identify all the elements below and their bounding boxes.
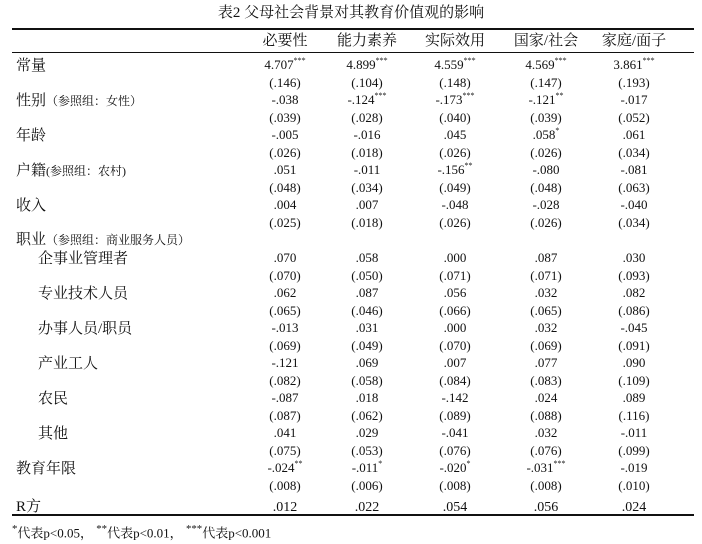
reference-group-note: (参照组：农村) [46,164,127,178]
row-label-main: 常量 [16,58,47,74]
row-label [38,389,68,407]
column-header: 家庭/面子 [601,33,667,49]
coefficient-value: .018 [355,390,379,405]
standard-error-cell: (.063) [618,180,650,195]
coefficient-cell [242,161,328,178]
coefficient-cell [324,196,410,213]
coefficient-value: 4.559 [434,57,464,72]
standard-error-cell: (.026) [530,215,562,230]
standard-error-cell: (.146) [269,75,301,90]
standard-error-row [12,477,694,494]
row-label [16,196,46,214]
coefficient-cell [503,196,589,213]
row-label [16,161,126,179]
coefficient-value: .082 [622,285,646,300]
coefficient-cell [412,424,498,441]
table-row [12,249,694,267]
standard-error-cell: (.008) [269,478,301,493]
standard-error-cell: (.034) [618,215,650,230]
row-label [38,249,128,267]
standard-error-cell: (.026) [269,145,301,160]
row-label-main: 教育年限 [16,461,77,477]
coefficient-cell [242,459,328,476]
significance-stars: *** [462,91,475,100]
standard-error-cell: (.104) [351,75,383,90]
row-label [38,354,98,372]
coefficient-value: -.087 [271,390,299,405]
footnote-stars: *** [185,523,203,535]
coefficient-value: -.121 [528,92,556,107]
coefficient-cell [324,249,410,266]
coefficient-cell [324,56,410,73]
coefficient-cell [503,424,589,441]
coefficient-cell [242,494,328,521]
table-row [12,284,694,302]
coefficient-cell [412,284,498,301]
coefficient-value: -.048 [441,197,469,212]
coefficient-cell [412,196,498,213]
coefficient-cell [324,161,410,178]
standard-error-cell: (.039) [269,110,301,125]
standard-error-cell: (.053) [351,443,383,458]
coefficient-value: -.040 [620,197,648,212]
table-row [12,126,694,144]
significance-stars: *** [642,56,655,65]
coefficient-value: .077 [534,355,558,370]
coefficient-cell [242,354,328,371]
standard-error-row [12,144,694,161]
standard-error-cell: (.066) [439,303,471,318]
coefficient-value: -.124 [347,92,375,107]
coefficient-cell [412,389,498,406]
coefficient-value: .024 [621,500,647,515]
table-row [12,354,694,372]
coefficient-value: 4.569 [525,57,555,72]
standard-error-cell: (.006) [351,478,383,493]
coefficient-cell [591,459,677,476]
standard-error-cell: (.008) [530,478,562,493]
row-label-main: 专业技术人员 [38,286,129,302]
standard-error-cell: (.070) [269,268,301,283]
standard-error-cell: (.071) [439,268,471,283]
coefficient-cell [324,319,410,336]
coefficient-cell [242,196,328,213]
standard-error-cell: (.083) [530,373,562,388]
coefficient-cell [412,161,498,178]
coefficient-value: -.080 [532,162,560,177]
footnote-stars: * [12,523,18,535]
coefficient-cell [503,319,589,336]
coefficient-cell [412,494,498,521]
coefficient-cell [591,424,677,441]
coefficient-cell [324,424,410,441]
coefficient-value: .022 [354,500,380,515]
significance-stars: *** [463,56,476,65]
coefficient-value: -.031 [526,460,554,475]
coefficient-value: .089 [622,390,646,405]
row-label [16,126,46,144]
table-row [12,459,694,477]
standard-error-cell: (.070) [439,338,471,353]
footnote-text: 代表p<0.05， [17,525,94,541]
standard-error-cell: (.089) [439,408,471,423]
standard-error-cell: (.076) [439,443,471,458]
coefficient-cell [324,389,410,406]
table-row [12,56,694,74]
coefficient-value: -.038 [271,92,299,107]
footnote-text: 代表p<0.001 [202,525,272,541]
standard-error-cell: (.076) [530,443,562,458]
coefficient-value: .070 [273,250,297,265]
coefficient-cell [591,91,677,108]
table-row-group-header [12,231,694,249]
significance-stars: *** [293,56,306,65]
standard-error-cell: (.075) [269,443,301,458]
standard-error-cell: (.049) [439,180,471,195]
standard-error-cell: (.086) [618,303,650,318]
standard-error-cell: (.109) [618,373,650,388]
coefficient-cell [324,494,410,521]
coefficient-value: -.045 [620,320,648,335]
standard-error-cell: (.148) [439,75,471,90]
row-label-main: 办事人员/职员 [38,321,133,337]
coefficient-value: -.013 [271,320,299,335]
standard-error-row [12,179,694,196]
coefficient-cell [503,126,589,143]
standard-error-cell: (.025) [269,215,301,230]
coefficient-value: .087 [355,285,379,300]
table-body [12,56,694,521]
standard-error-cell: (.069) [269,338,301,353]
coefficient-value: .090 [622,355,646,370]
reference-group-note: （参照组：女性） [46,94,143,108]
coefficient-cell [412,56,498,73]
standard-error-cell: (.147) [530,75,562,90]
standard-error-cell: (.058) [351,373,383,388]
coefficient-value: .061 [622,127,646,142]
row-label-main: 职业 [16,232,47,248]
coefficient-cell [503,161,589,178]
standard-error-cell: (.028) [351,110,383,125]
coefficient-cell [503,249,589,266]
standard-error-cell: (.048) [530,180,562,195]
footnote-stars: ** [96,523,108,535]
coefficient-cell [412,459,498,476]
standard-error-cell: (.116) [618,408,650,423]
coefficient-value: .032 [534,320,558,335]
coefficient-value: -.017 [620,92,648,107]
coefficient-value: -.005 [271,127,299,142]
coefficient-cell [412,126,498,143]
table-row [12,196,694,214]
coefficient-value: -.016 [353,127,381,142]
significance-stars: *** [374,91,387,100]
coefficient-value: .031 [355,320,379,335]
coefficient-cell [324,354,410,371]
coefficient-cell [503,91,589,108]
row-label [16,91,142,109]
standard-error-cell: (.010) [618,478,650,493]
coefficient-value: -.121 [271,355,299,370]
coefficient-value: -.028 [532,197,560,212]
coefficient-value: .058 [532,127,556,142]
standard-error-cell: (.062) [351,408,383,423]
coefficient-cell [412,354,498,371]
coefficient-value: .000 [443,250,467,265]
standard-error-cell: (.018) [351,215,383,230]
coefficient-cell [242,284,328,301]
coefficient-value: 3.861 [613,57,643,72]
standard-error-cell: (.039) [530,110,562,125]
coefficient-value: -.173 [435,92,463,107]
significance-stars: *** [375,56,388,65]
standard-error-cell: (.069) [530,338,562,353]
coefficient-cell [324,91,410,108]
coefficient-value: .041 [273,425,297,440]
standard-error-row [12,302,694,319]
coefficient-value: .056 [443,285,467,300]
coefficient-value: .004 [273,197,297,212]
row-label-main: 产业工人 [38,356,99,372]
table-row [12,424,694,442]
reference-group-note: （参照组：商业服务人员） [46,233,191,247]
coefficient-value: .007 [443,355,467,370]
coefficient-value: .032 [534,285,558,300]
coefficient-cell [503,56,589,73]
coefficient-cell [503,354,589,371]
significance-stars: *** [553,459,566,468]
row-label-main: 性别 [16,93,47,109]
coefficient-cell [242,126,328,143]
standard-error-cell: (.052) [618,110,650,125]
row-label [38,319,132,337]
standard-error-row [12,74,694,91]
coefficient-cell [412,319,498,336]
coefficient-cell [242,91,328,108]
coefficient-cell [591,389,677,406]
significance-stars: ** [464,161,473,170]
row-label-main: 收入 [16,198,47,214]
significance-stars: * [466,459,471,468]
coefficient-cell [412,91,498,108]
standard-error-cell: (.040) [439,110,471,125]
coefficient-cell [503,459,589,476]
row-label-main: 户籍 [16,163,47,179]
coefficient-cell [242,389,328,406]
standard-error-cell: (.093) [618,268,650,283]
coefficient-value: .058 [355,250,379,265]
standard-error-cell: (.034) [351,180,383,195]
standard-error-cell: (.082) [269,373,301,388]
coefficient-value: .032 [534,425,558,440]
row-label-main: 年龄 [16,128,47,144]
standard-error-cell: (.026) [530,145,562,160]
significance-footnote [12,519,271,543]
standard-error-cell: (.049) [351,338,383,353]
row-label-main: R方 [16,499,42,515]
standard-error-cell: (.048) [269,180,301,195]
standard-error-cell: (.065) [530,303,562,318]
standard-error-cell: (.026) [439,215,471,230]
column-header: 必要性 [262,33,308,49]
coefficient-value: .000 [443,320,467,335]
row-label [38,424,68,442]
coefficient-value: -.020 [439,460,467,475]
table-row [12,319,694,337]
coefficient-value: .012 [272,500,298,515]
coefficient-cell [591,161,677,178]
coefficient-value: 4.707 [264,57,294,72]
row-label-main: 其他 [38,426,69,442]
coefficient-cell [242,319,328,336]
coefficient-value: -.011 [353,162,381,177]
coefficient-cell [591,56,677,73]
standard-error-row [12,442,694,459]
coefficient-cell [324,284,410,301]
coefficient-cell [503,284,589,301]
standard-error-cell: (.008) [439,478,471,493]
coefficient-cell [412,249,498,266]
standard-error-cell: (.026) [439,145,471,160]
significance-stars: *** [554,56,567,65]
row-label [16,231,190,249]
column-header: 国家/社会 [513,33,579,49]
standard-error-row [12,407,694,424]
coefficient-value: -.011 [351,460,379,475]
coefficient-value: .056 [533,500,559,515]
coefficient-value: -.081 [620,162,648,177]
coefficient-value: .054 [442,500,468,515]
table-row [12,389,694,407]
standard-error-row [12,267,694,284]
standard-error-row [12,214,694,231]
standard-error-cell: (.084) [439,373,471,388]
table-title: 表2 父母社会背景对其教育价值观的影响 [217,5,485,21]
header-rule [12,52,694,53]
standard-error-cell: (.018) [351,145,383,160]
row-label [16,459,76,477]
coefficient-value: -.156 [437,162,465,177]
coefficient-value: .029 [355,425,379,440]
standard-error-cell: (.099) [618,443,650,458]
standard-error-cell: (.193) [618,75,650,90]
coefficient-cell [591,319,677,336]
standard-error-cell: (.087) [269,408,301,423]
coefficient-value: .069 [355,355,379,370]
standard-error-row [12,109,694,126]
table-row [12,494,694,521]
standard-error-row [12,372,694,389]
standard-error-cell: (.050) [351,268,383,283]
coefficient-value: .030 [622,250,646,265]
coefficient-cell [503,389,589,406]
coefficient-cell [591,196,677,213]
coefficient-value: -.024 [267,460,295,475]
coefficient-value: 4.899 [346,57,376,72]
coefficient-cell [591,249,677,266]
coefficient-value: .045 [443,127,467,142]
significance-stars: ** [294,459,303,468]
standard-error-cell: (.046) [351,303,383,318]
coefficient-cell [324,459,410,476]
table-row [12,91,694,109]
row-label-main: 农民 [38,391,69,407]
row-label [16,56,46,74]
coefficient-cell [242,249,328,266]
coefficient-value: -.041 [441,425,469,440]
coefficient-cell [591,284,677,301]
standard-error-cell: (.065) [269,303,301,318]
coefficient-value: -.019 [620,460,648,475]
column-header: 实际效用 [424,33,485,49]
standard-error-cell: (.071) [530,268,562,283]
coefficient-value: -.011 [620,425,648,440]
significance-stars: * [555,126,560,135]
coefficient-cell [503,494,589,521]
coefficient-cell [591,494,677,521]
standard-error-cell: (.034) [618,145,650,160]
column-header: 能力素养 [336,33,397,49]
coefficient-cell [324,126,410,143]
standard-error-cell: (.088) [530,408,562,423]
table-row [12,161,694,179]
coefficient-value: .007 [355,197,379,212]
significance-stars: ** [555,91,564,100]
coefficient-value: .024 [534,390,558,405]
row-label-main: 企事业管理者 [38,251,129,267]
coefficient-value: .062 [273,285,297,300]
standard-error-row [12,337,694,354]
significance-stars: * [378,459,383,468]
coefficient-cell [591,126,677,143]
coefficient-value: -.142 [441,390,469,405]
standard-error-cell: (.091) [618,338,650,353]
coefficient-value: .051 [273,162,297,177]
coefficient-cell [242,424,328,441]
row-label [16,494,41,521]
coefficient-value: .087 [534,250,558,265]
footnote-text: 代表p<0.01， [107,525,183,541]
row-label [38,284,128,302]
coefficient-cell [242,56,328,73]
coefficient-cell [591,354,677,371]
